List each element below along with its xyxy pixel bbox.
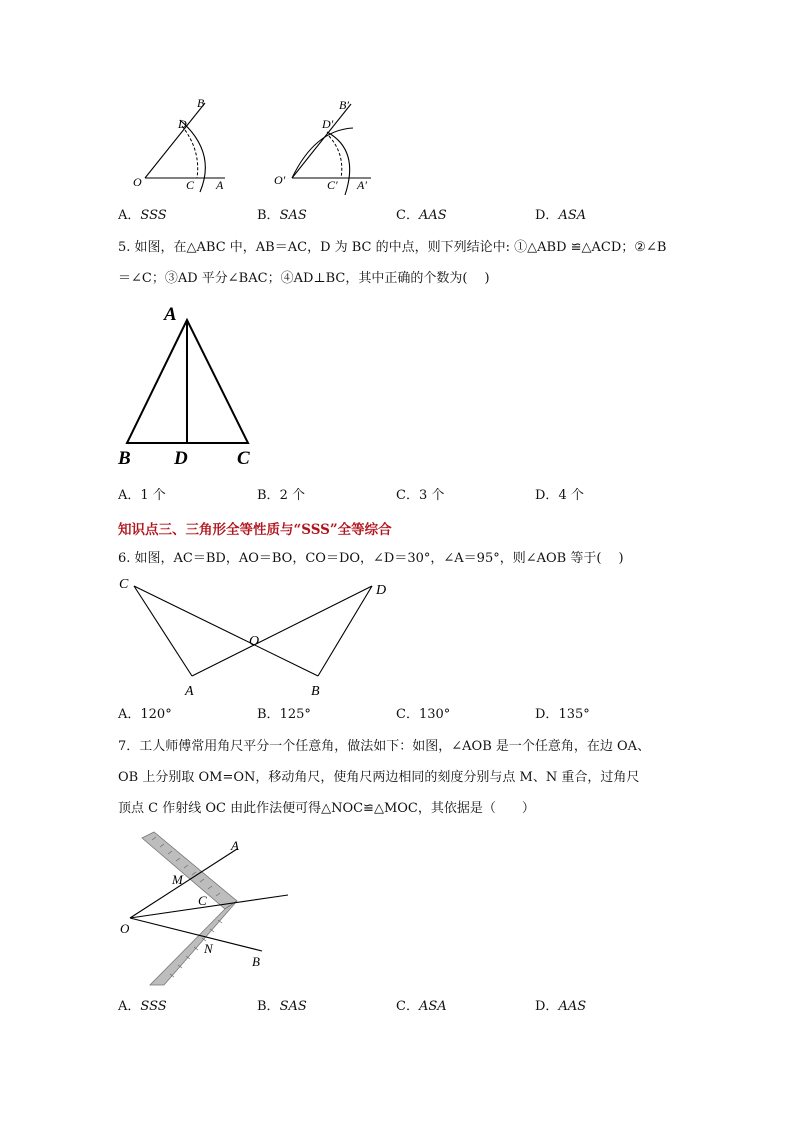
q6-option-b[interactable]: B．125°: [257, 707, 311, 722]
q6-option-d[interactable]: D．135°: [535, 707, 590, 722]
q5-label-C: C: [237, 448, 250, 469]
q4-figure-left: [125, 90, 245, 200]
q4-option-a[interactable]: A．SSS: [118, 208, 167, 223]
q7-label-M: M: [172, 872, 183, 887]
q5-label-D: D: [174, 448, 188, 469]
q5-question-line2: ＝∠C；③AD 平分∠BAC；④AD⊥BC，其中正确的个数为( ): [118, 271, 490, 286]
q5-option-d[interactable]: D．4 个: [535, 488, 584, 503]
q5-option-b[interactable]: B．2 个: [257, 488, 305, 503]
q6-label-O: O: [249, 634, 260, 649]
q4-option-c[interactable]: C．AAS: [396, 208, 447, 223]
q6-label-B: B: [311, 684, 320, 699]
q5-figure-triangle: [112, 300, 272, 472]
q4-right-label-B: B′: [339, 98, 349, 112]
q7-option-d[interactable]: D．AAS: [535, 999, 587, 1014]
q4-left-label-C: C: [186, 178, 195, 192]
q6-label-A: A: [185, 684, 194, 699]
q7-label-N: N: [204, 941, 213, 956]
q7-figure-angle-ruler: [112, 828, 302, 990]
q5-label-A: A: [164, 304, 177, 325]
q4-left-label-D: D: [178, 117, 187, 131]
q4-left-label-B: B: [197, 96, 205, 110]
q7-label-O: O: [120, 921, 130, 936]
q5-option-a[interactable]: A．1 个: [118, 488, 166, 503]
q6-option-a[interactable]: A．120°: [118, 707, 172, 722]
q7-question-line2: OB 上分别取 OM=ON，移动角尺，使角尺两边相同的刻度分别与点 M、N 重合，过角尺: [118, 770, 640, 785]
section-heading-3: 知识点三、三角形全等性质与“SSS”全等综合: [118, 522, 392, 538]
q4-left-label-O: O: [133, 175, 142, 189]
q7-option-c[interactable]: C．ASA: [396, 999, 447, 1014]
q5-label-B: B: [118, 448, 131, 469]
q4-figure-right: [265, 90, 395, 200]
q4-left-label-A: A: [216, 178, 224, 192]
q6-label-D: D: [376, 583, 387, 598]
q7-question-line1: 7．工人师傅常用角尺平分一个任意角，做法如下：如图，∠AOB 是一个任意角，在边 OA、: [118, 739, 651, 754]
q4-right-label-A: A′: [357, 178, 367, 192]
q6-option-c[interactable]: C．130°: [396, 707, 451, 722]
q7-option-a[interactable]: A．SSS: [118, 999, 167, 1014]
q6-figure: [112, 572, 402, 702]
q4-option-d[interactable]: D．ASA: [535, 208, 587, 223]
q6-question-line1: 6. 如图，AC＝BD，AO＝BO，CO＝DO，∠D＝30°，∠A＝95°，则∠AOB 等于( ): [118, 551, 624, 566]
q4-right-label-O: O′: [274, 173, 286, 187]
q6-label-C: C: [119, 577, 129, 592]
q7-question-line3: 顶点 C 作射线 OC 由此作法便可得△NOC≌△MOC，其依据是（ ）: [118, 801, 535, 816]
q4-option-b[interactable]: B．SAS: [257, 208, 307, 223]
q7-label-B: B: [252, 954, 260, 969]
q7-option-b[interactable]: B．SAS: [257, 999, 307, 1014]
q7-label-A: A: [231, 838, 239, 853]
q4-right-label-D: D′: [322, 117, 334, 131]
q4-right-label-C: C′: [327, 178, 338, 192]
q5-question-line1: 5. 如图，在△ABC 中，AB＝AC，D 为 BC 的中点，则下列结论中: ①△ABD ≌△ACD；②∠B: [118, 240, 667, 255]
q5-option-c[interactable]: C．3 个: [396, 488, 445, 503]
q7-label-C: C: [198, 893, 207, 908]
